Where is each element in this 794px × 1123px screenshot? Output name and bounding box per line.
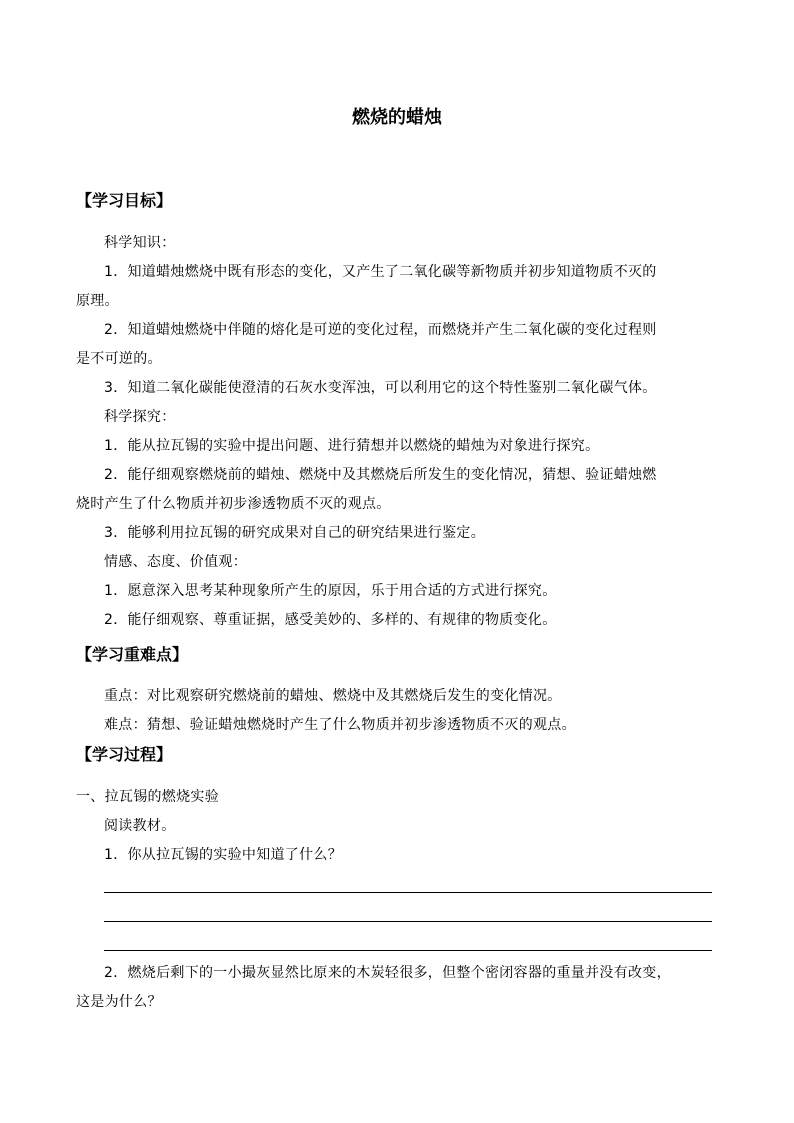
knowledge-item: 是不可逆的。 [76, 351, 162, 367]
inquiry-item: 3．能够利用拉瓦锡的研究成果对自己的研究结果进行鉴定。 [104, 525, 486, 541]
inquiry-item: 烧时产生了什么物质并初步渗透物质不灭的观点。 [76, 496, 391, 512]
key-points-heading: 【学习重难点】 [76, 645, 189, 664]
knowledge-item: 2．知道蜡烛燃烧中伴随的熔化是可逆的变化过程，而燃烧并产生二氧化碳的变化过程则 [104, 322, 657, 338]
answer-line [104, 950, 712, 951]
part1-title: 一、拉瓦锡的燃烧实验 [76, 789, 219, 805]
document-title: 燃烧的蜡烛 [352, 107, 442, 128]
knowledge-item: 3．知道二氧化碳能使澄清的石灰水变浑浊，可以利用它的这个特性鉴别二氧化碳气体。 [104, 380, 657, 396]
process-heading: 【学习过程】 [76, 745, 173, 764]
knowledge-label: 科学知识： [104, 235, 176, 251]
inquiry-item: 1．能从拉瓦锡的实验中提出问题、进行猜想并以燃烧的蜡烛为对象进行探究。 [104, 438, 600, 454]
values-item: 1．愿意深入思考某种现象所产生的原因，乐于用合适的方式进行探究。 [104, 583, 557, 599]
objectives-heading: 【学习目标】 [76, 191, 173, 210]
question-2-continued: 这是为什么？ [76, 994, 162, 1010]
reading-instruction: 阅读教材。 [104, 818, 176, 834]
question-2: 2．燃烧后剩下的一小撮灰显然比原来的木炭轻很多，但整个密闭容器的重量并没有改变， [104, 965, 671, 981]
values-item: 2．能仔细观察、尊重证据，感受美妙的、多样的、有规律的物质变化。 [104, 612, 557, 628]
answer-line [104, 892, 712, 893]
answer-line [104, 921, 712, 922]
knowledge-item: 原理。 [76, 293, 119, 309]
values-label: 情感、态度、价值观： [104, 554, 247, 570]
question-1: 1．你从拉瓦锡的实验中知道了什么？ [104, 847, 343, 863]
knowledge-item: 1．知道蜡烛燃烧中既有形态的变化，又产生了二氧化碳等新物质并初步知道物质不灭的 [104, 264, 657, 280]
inquiry-label: 科学探究： [104, 409, 176, 425]
difficulty-text: 难点：猜想、验证蜡烛燃烧时产生了什么物质并初步渗透物质不灭的观点。 [104, 717, 576, 733]
focus-text: 重点：对比观察研究燃烧前的蜡烛、燃烧中及其燃烧后发生的变化情况。 [104, 688, 562, 704]
inquiry-item: 2．能仔细观察燃烧前的蜡烛、燃烧中及其燃烧后所发生的变化情况，猜想、验证蜡烛燃 [104, 467, 657, 483]
